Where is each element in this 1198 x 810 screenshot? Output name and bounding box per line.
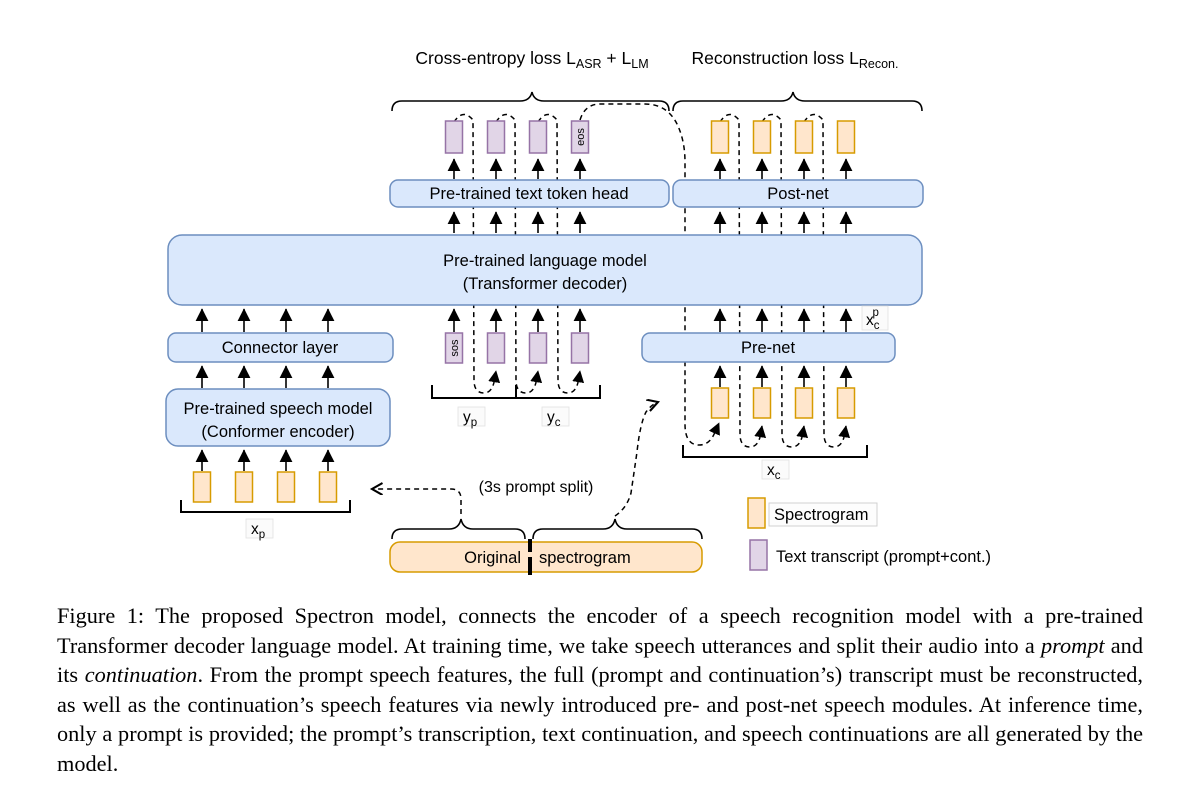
y-bracket — [432, 385, 600, 398]
continuation-half-brace — [533, 519, 702, 539]
text-token — [488, 333, 505, 363]
spectrogram-token — [838, 388, 855, 418]
xcp-label: $x_cp$ — [866, 307, 880, 332]
caption-text: and its — [57, 632, 1143, 688]
output-spectrogram-tokens — [712, 121, 855, 153]
reconstruction-brace — [673, 92, 922, 111]
text-token — [530, 333, 547, 363]
prompt-split-pointer-left — [372, 489, 461, 514]
original-spectrogram-group — [372, 402, 702, 575]
legend-spectrogram-label: Spectrogram — [774, 506, 869, 524]
spectrogram-token — [838, 121, 855, 153]
caption-text: . From the prompt speech features, the full (prompt and continuation’s) transcript must be reconstructed, as well as the continuation’s speech features via newly introduced pre- and post-net speech modules. At inference time, only a prompt is provided; the prompt’s transcription, text continuation, and speech continuations are all generated by the model. — [57, 662, 1143, 776]
language-model-label-line1: Pre-trained language model — [443, 252, 647, 270]
sos-token-label: sos — [449, 339, 461, 357]
post-net-label: Post-net — [767, 185, 829, 203]
prompt-half-brace — [392, 519, 525, 539]
original-spectrogram-label-left: Original — [464, 549, 521, 567]
text-token-head-label: Pre-trained text token head — [429, 185, 629, 203]
yp-label: $y_p$ — [463, 409, 478, 429]
original-spectrogram-label-right: spectrogram — [539, 549, 631, 567]
legend-spectrogram-swatch — [748, 498, 765, 528]
spectrogram-token — [796, 121, 813, 153]
xc-bracket — [683, 445, 867, 457]
speech-model-label-line2: (Conformer encoder) — [201, 423, 355, 441]
speech-model-label-line1: Pre-trained speech model — [183, 400, 373, 418]
output-text-tokens — [446, 121, 589, 153]
spectrogram-token — [194, 472, 211, 502]
eos-token-label: eos — [575, 128, 587, 146]
yc-label: $y_c$ — [547, 409, 561, 429]
language-model-label-line2: (Transformer decoder) — [462, 275, 628, 293]
spectrogram-token — [236, 472, 253, 502]
reconstruction-loss-label: Reconstruction loss $L_{Recon.}$ — [691, 48, 899, 71]
xc-label: $x_c$ — [767, 462, 781, 482]
legend-transcript-swatch — [750, 540, 767, 570]
xp-label: $x_p$ — [251, 521, 266, 541]
language-model-box — [168, 235, 922, 305]
caption-text: Figure 1: The proposed Spectron model, connects the encoder of a speech recognition model with a pre-trained Transformer decoder language model. At training time, we take speech utterances and split their audio into a — [57, 603, 1143, 658]
input-prompt-spectrogram-tokens — [194, 472, 337, 502]
text-token — [530, 121, 547, 153]
spectrogram-token — [754, 388, 771, 418]
spectrogram-token — [278, 472, 295, 502]
prompt-split-pointer-right — [615, 402, 658, 516]
spectrogram-token — [320, 472, 337, 502]
legend — [748, 498, 991, 570]
input-continuation-spectrogram-tokens — [712, 388, 855, 418]
cross-entropy-loss-label: Cross-entropy loss $L_{ASR} + L_{LM}$ — [415, 48, 649, 71]
cross-entropy-brace — [392, 92, 669, 111]
legend-transcript-label: Text transcript (prompt+cont.) — [776, 548, 992, 566]
caption-italic-continuation: continuation — [84, 662, 198, 688]
spectrogram-token — [712, 121, 729, 153]
pre-net-label: Pre-net — [740, 339, 796, 357]
text-token — [572, 333, 589, 363]
text-token — [488, 121, 505, 153]
input-text-tokens — [446, 333, 589, 363]
loss-annotations — [392, 48, 922, 111]
figure-caption — [57, 601, 1143, 779]
caption-italic-prompt: prompt — [1040, 632, 1105, 658]
text-token — [446, 121, 463, 153]
spectrogram-token — [796, 388, 813, 418]
prompt-split-label: (3s prompt split) — [478, 479, 594, 496]
connector-layer-label: Connector layer — [221, 339, 339, 357]
spectrogram-token — [712, 388, 729, 418]
spectrogram-token — [754, 121, 771, 153]
